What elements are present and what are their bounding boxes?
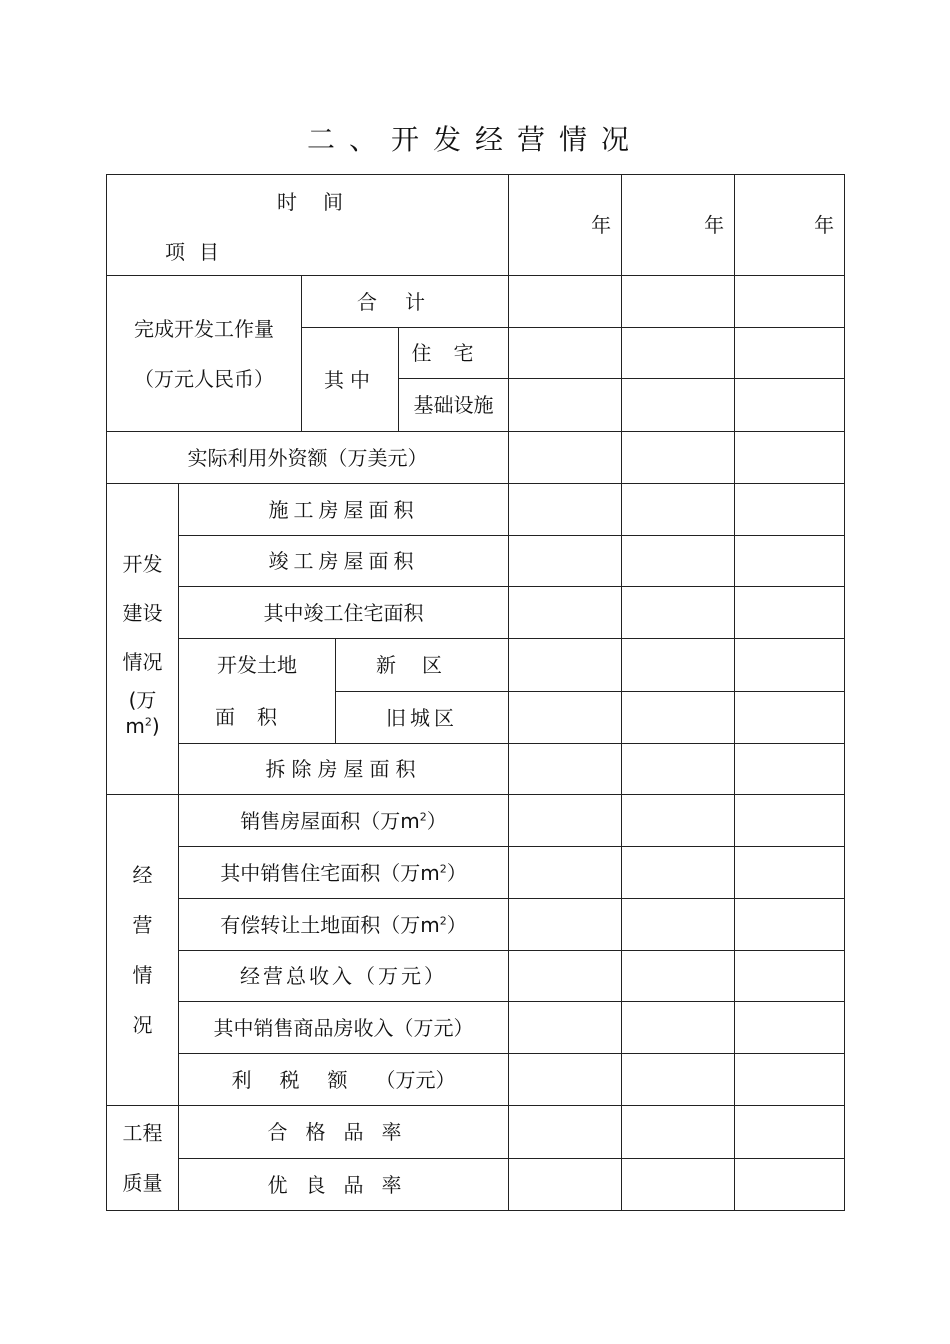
completed-area-year1-cell[interactable]	[509, 536, 622, 587]
new-district-year1-cell[interactable]	[509, 639, 622, 692]
excellent-rate-year3-cell[interactable]	[735, 1159, 845, 1211]
infrastructure-year3-cell[interactable]	[735, 379, 845, 432]
construction-area-year1-cell[interactable]	[509, 484, 622, 536]
total-revenue-year2-cell[interactable]	[622, 951, 735, 1002]
completed-residential-year3-cell[interactable]	[735, 587, 845, 639]
excellent-rate-year1-cell[interactable]	[509, 1159, 622, 1211]
of-which-label: 其中	[302, 328, 399, 432]
sales-residential-label: 其中销售住宅面积（万$m^2$）	[179, 847, 509, 899]
tax-profit-year2-cell[interactable]	[622, 1054, 735, 1106]
workload-group-label: 完成开发工作量 （万元人民币）	[107, 276, 302, 432]
tax-profit-year1-cell[interactable]	[509, 1054, 622, 1106]
new-district-year3-cell[interactable]	[735, 639, 845, 692]
demolition-area-year2-cell[interactable]	[622, 744, 735, 795]
new-district-year2-cell[interactable]	[622, 639, 735, 692]
residential-year1-cell[interactable]	[509, 328, 622, 379]
year-column-3: 年	[735, 175, 845, 276]
header-item-label: 项目	[165, 240, 233, 264]
infrastructure-year1-cell[interactable]	[509, 379, 622, 432]
land-transfer-year1-cell[interactable]	[509, 899, 622, 951]
foreign-capital-year1-cell[interactable]	[509, 432, 622, 484]
foreign-capital-year3-cell[interactable]	[735, 432, 845, 484]
total-year1-cell[interactable]	[509, 276, 622, 328]
sales-area-year1-cell[interactable]	[509, 795, 622, 847]
sales-area-year3-cell[interactable]	[735, 795, 845, 847]
completed-area-year2-cell[interactable]	[622, 536, 735, 587]
new-district-label: 新区	[336, 639, 509, 692]
pass-rate-year1-cell[interactable]	[509, 1106, 622, 1159]
demolition-area-label: 拆除房屋面积	[179, 744, 509, 795]
residential-label: 住宅	[399, 328, 509, 379]
excellent-rate-year2-cell[interactable]	[622, 1159, 735, 1211]
quality-group-label: 工程 质量	[107, 1106, 179, 1211]
infrastructure-year2-cell[interactable]	[622, 379, 735, 432]
demolition-area-year1-cell[interactable]	[509, 744, 622, 795]
sales-residential-year1-cell[interactable]	[509, 847, 622, 899]
pass-rate-year3-cell[interactable]	[735, 1106, 845, 1159]
excellent-rate-label: 优良品率	[179, 1159, 509, 1211]
housing-revenue-year3-cell[interactable]	[735, 1002, 845, 1054]
page-title: 二、开发经营情况	[306, 123, 643, 156]
year-column-2: 年	[622, 175, 735, 276]
infrastructure-label: 基础设施	[399, 379, 509, 432]
development-operations-table	[106, 174, 845, 1211]
old-city-year2-cell[interactable]	[622, 692, 735, 744]
completed-area-label: 竣工房屋面积	[179, 536, 509, 587]
completed-residential-year2-cell[interactable]	[622, 587, 735, 639]
foreign-capital-label: 实际利用外资额（万美元）	[107, 432, 509, 484]
land-transfer-label: 有偿转让土地面积（万$m^2$）	[179, 899, 509, 951]
operations-group-label: 经 营 情 况	[107, 795, 179, 1106]
housing-revenue-year2-cell[interactable]	[622, 1002, 735, 1054]
construction-area-year3-cell[interactable]	[735, 484, 845, 536]
sales-area-label: 销售房屋面积（万$m^2$）	[179, 795, 509, 847]
total-revenue-label: 经营总收入（万元）	[179, 951, 509, 1002]
housing-revenue-label: 其中销售商品房收入（万元）	[179, 1002, 509, 1054]
construction-area-label: 施工房屋面积	[179, 484, 509, 536]
residential-year3-cell[interactable]	[735, 328, 845, 379]
housing-revenue-year1-cell[interactable]	[509, 1002, 622, 1054]
total-revenue-year1-cell[interactable]	[509, 951, 622, 1002]
sales-residential-year2-cell[interactable]	[622, 847, 735, 899]
foreign-capital-year2-cell[interactable]	[622, 432, 735, 484]
old-city-year3-cell[interactable]	[735, 692, 845, 744]
tax-profit-year3-cell[interactable]	[735, 1054, 845, 1106]
land-transfer-year3-cell[interactable]	[735, 899, 845, 951]
header-time-label: 时间	[277, 190, 369, 214]
pass-rate-label: 合格品率	[179, 1106, 509, 1159]
land-transfer-year2-cell[interactable]	[622, 899, 735, 951]
header-diagonal-cell	[107, 175, 509, 276]
sales-residential-year3-cell[interactable]	[735, 847, 845, 899]
completed-residential-label: 其中竣工住宅面积	[179, 587, 509, 639]
pass-rate-year2-cell[interactable]	[622, 1106, 735, 1159]
completed-area-year3-cell[interactable]	[735, 536, 845, 587]
total-label: 合计	[302, 276, 509, 328]
total-year3-cell[interactable]	[735, 276, 845, 328]
year-column-1: 年	[509, 175, 622, 276]
old-city-label: 旧城区	[336, 692, 509, 744]
development-group-label: 开发 建设 情况 (万 $m^2$)	[107, 484, 179, 795]
residential-year2-cell[interactable]	[622, 328, 735, 379]
old-city-year1-cell[interactable]	[509, 692, 622, 744]
total-year2-cell[interactable]	[622, 276, 735, 328]
land-area-label: 开发土地 面积	[179, 639, 336, 744]
completed-residential-year1-cell[interactable]	[509, 587, 622, 639]
tax-profit-label: 利税额（万元）	[179, 1054, 509, 1106]
demolition-area-year3-cell[interactable]	[735, 744, 845, 795]
total-revenue-year3-cell[interactable]	[735, 951, 845, 1002]
construction-area-year2-cell[interactable]	[622, 484, 735, 536]
sales-area-year2-cell[interactable]	[622, 795, 735, 847]
